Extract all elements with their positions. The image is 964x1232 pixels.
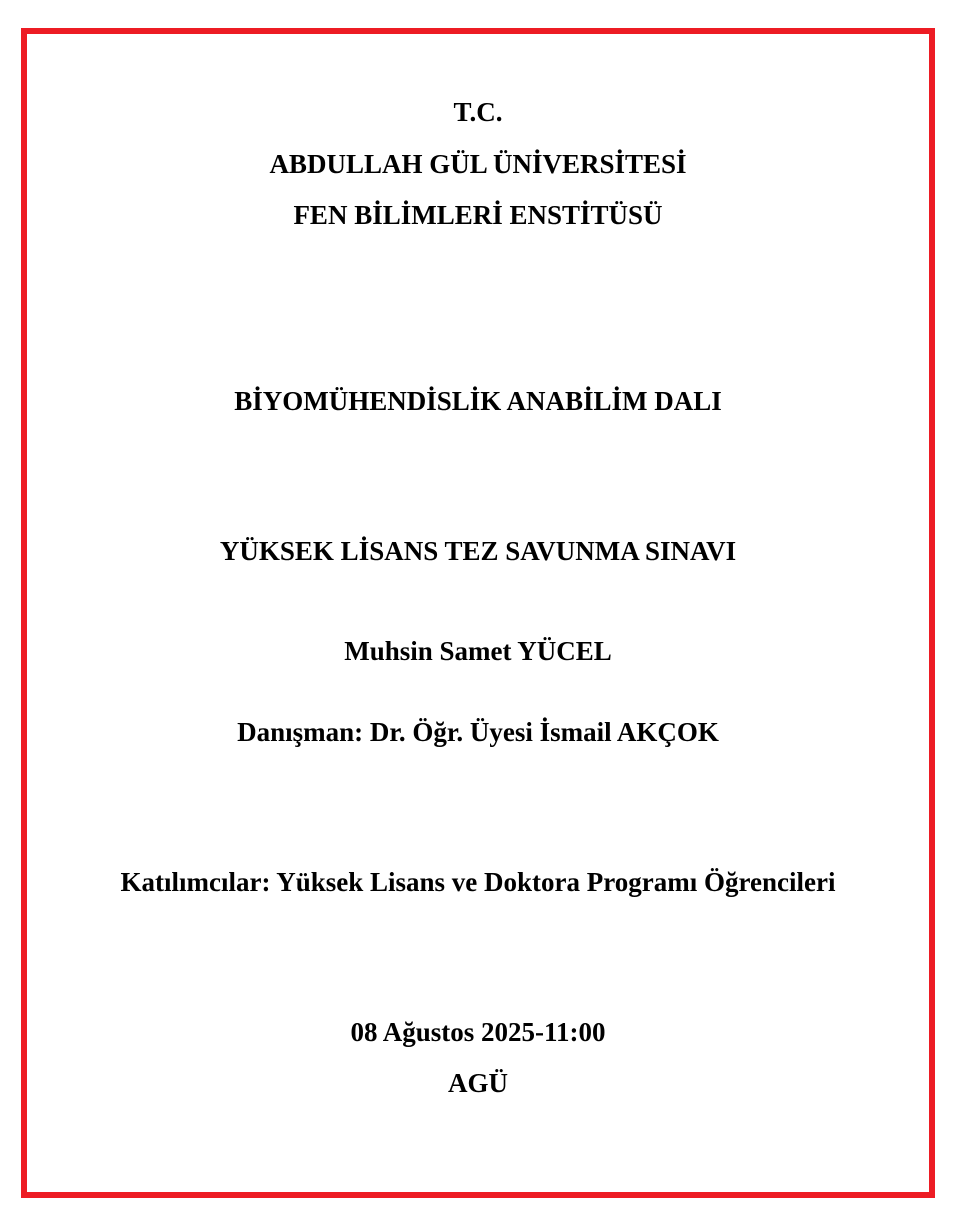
department-name: BİYOMÜHENDİSLİK ANABİLİM DALI [234, 386, 722, 416]
exam-title: YÜKSEK LİSANS TEZ SAVUNMA SINAVI [219, 536, 737, 566]
announcement-frame [21, 28, 935, 1198]
student-name: Muhsin Samet YÜCEL [344, 636, 612, 666]
institute-name: FEN BİLİMLERİ ENSTİTÜSÜ [293, 200, 663, 230]
country-label: T.C. [453, 97, 503, 127]
venue-label: AGÜ [448, 1068, 508, 1098]
advisor-line: Danışman: Dr. Öğr. Üyesi İsmail AKÇOK [237, 717, 719, 747]
exam-date-time: 08 Ağustos 2025-11:00 [350, 1017, 606, 1047]
participants-line: Katılımcılar: Yüksek Lisans ve Doktora Programı Öğrencileri [120, 867, 836, 897]
university-name: ABDULLAH GÜL ÜNİVERSİTESİ [269, 149, 687, 179]
